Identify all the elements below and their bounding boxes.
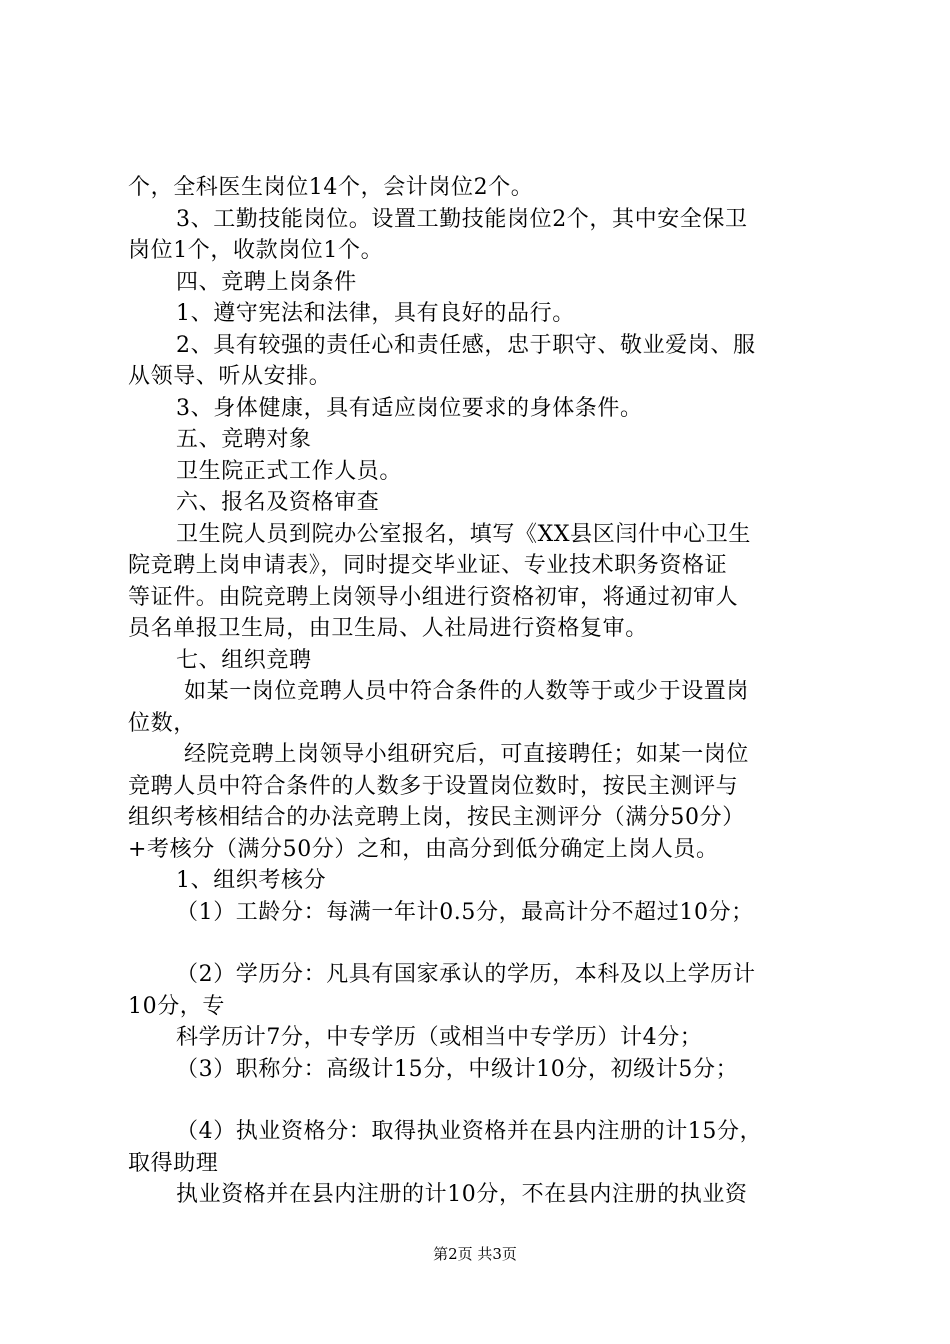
page-number: 第2页 共3页 xyxy=(433,1245,517,1263)
text-line: 等证件。由院竞聘上岗领导小组进行资格初审，将通过初审人 xyxy=(128,584,739,610)
text-line: 卫生院人员到院办公室报名，填写《XX县区闫什中心卫生 xyxy=(176,521,751,547)
text-line: 岗位1个，收款岗位1个。 xyxy=(128,238,384,263)
text-line: +考核分（满分50分）之和，由高分到低分确定上岗人员。 xyxy=(128,836,719,862)
text-line: 2、具有较强的责任心和责任感，忠于职守、敬业爱岗、服 xyxy=(176,332,756,358)
text-line: 竞聘人员中符合条件的人数多于设置岗位数时，按民主测评与 xyxy=(128,773,739,799)
text-line: 科学历计7分，中专学历（或相当中专学历）计4分； xyxy=(176,1025,703,1050)
text-line: 取得助理 xyxy=(128,1150,219,1176)
text-line: （2）学历分：凡具有国家承认的学历，本科及以上学历计 xyxy=(176,962,756,987)
blank-line xyxy=(128,928,848,959)
section-heading: 四、竞聘上岗条件 xyxy=(176,269,357,295)
text-line: 从领导、听从安排。 xyxy=(128,364,332,389)
section-heading: 七、组织竞聘 xyxy=(176,647,312,673)
page-footer xyxy=(0,1244,950,1264)
text-line: 个，全科医生岗位14个，会计岗位2个。 xyxy=(128,175,534,200)
text-line: 如某一岗位竞聘人员中符合条件的人数等于或少于设置岗 xyxy=(184,679,750,704)
section-heading: 六、报名及资格审查 xyxy=(176,490,380,515)
text-line: （1）工龄分：每满一年计0.5分，最高计分不超过10分； xyxy=(176,899,754,925)
text-line: （4）执业资格分：取得执业资格并在县内注册的计15分， xyxy=(176,1119,763,1144)
text-line: 员名单报卫生局，由卫生局、人社局进行资格复审。 xyxy=(128,616,648,641)
section-heading: 五、竞聘对象 xyxy=(176,427,312,452)
text-line: 10分，专 xyxy=(128,993,225,1019)
text-line: 3、工勤技能岗位。设置工勤技能岗位2个，其中安全保卫 xyxy=(176,206,748,232)
text-line: （3）职称分：高级计15分，中级计10分，初级计5分； xyxy=(176,1056,739,1082)
blank-line xyxy=(128,1085,848,1116)
text-line: 经院竞聘上岗领导小组研究后，可直接聘任；如某一岗位 xyxy=(184,742,750,767)
text-line: 组织考核相结合的办法竞聘上岗，按民主测评分（满分50分） xyxy=(128,805,745,830)
text-line: 执业资格并在县内注册的计10分，不在县内注册的执业资 xyxy=(176,1182,748,1207)
text-line: 3、身体健康，具有适应岗位要求的身体条件。 xyxy=(176,395,643,421)
text-line: 1、遵守宪法和法律，具有良好的品行。 xyxy=(176,301,575,326)
text-line: 卫生院正式工作人员。 xyxy=(176,458,403,484)
text-line: 位数， xyxy=(128,710,196,736)
document-body xyxy=(128,172,848,1211)
text-line: 院竞聘上岗申请表》，同时提交毕业证、专业技术职务资格证 xyxy=(128,553,728,578)
section-heading: 1、组织考核分 xyxy=(176,868,327,893)
